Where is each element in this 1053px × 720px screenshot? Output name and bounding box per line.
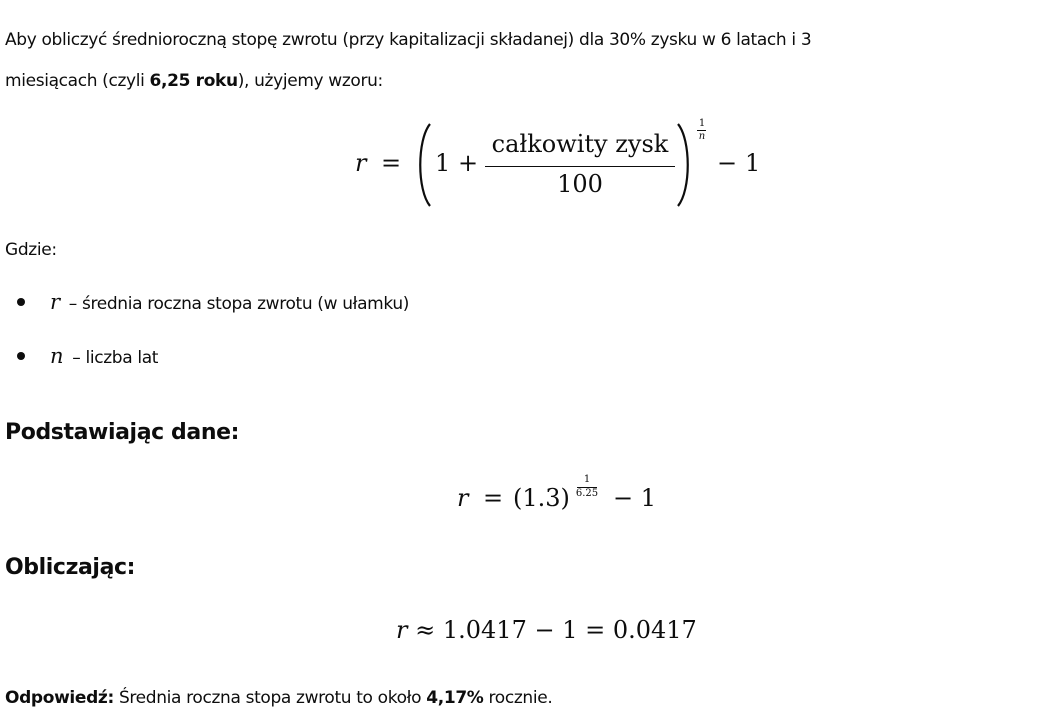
substituted-lhs: r (457, 484, 469, 512)
substituted-exp-den: 6.25 (575, 488, 599, 499)
formula-right-paren (675, 122, 695, 208)
formula-exp-den: n (698, 131, 706, 142)
substituted-exponent (573, 474, 601, 504)
substituted-equals: = (483, 484, 504, 512)
definition-symbol: n (50, 344, 64, 368)
formula-fraction (485, 118, 675, 208)
formula-exp-num: 1 (698, 118, 706, 129)
section-heading-substitution: Podstawiając dane: (5, 420, 240, 445)
list-item (5, 284, 409, 338)
formula-equals: = (381, 149, 402, 177)
formula-result (396, 616, 697, 644)
substituted-tail: − 1 (613, 484, 657, 512)
formula-tail-one: 1 (745, 149, 761, 177)
formula-denominator: 100 (557, 170, 603, 198)
substituted-base: (1.3) (513, 484, 570, 512)
result-lhs: r (396, 616, 408, 644)
where-text: Gdzie: (5, 240, 57, 260)
formula-one: 1 (435, 149, 451, 177)
definition-text: – średnia roczna stopa zwrotu (w ułamku) (63, 294, 410, 314)
answer-label: Odpowiedź: (5, 688, 114, 708)
intro-line-1 (5, 22, 811, 58)
formula-exponent (695, 118, 709, 148)
intro-text-2b: ), użyjemy wzoru: (237, 71, 383, 91)
intro-bold-duration: 6,25 roku (149, 71, 238, 91)
intro-text-2a: miesiącach (czyli (5, 71, 150, 91)
section-heading-calculation: Obliczając: (5, 555, 136, 580)
substituted-exp-num: 1 (583, 474, 591, 485)
bullet-icon (17, 298, 25, 306)
result-rest: ≈ 1.0417 − 1 = 0.0417 (415, 616, 697, 644)
answer-value: 4,17% (426, 688, 484, 708)
where-label (5, 232, 57, 268)
intro-line-2 (5, 63, 383, 99)
formula-left-paren (413, 122, 433, 208)
formula-minus: − (717, 149, 738, 177)
answer-text: Średnia roczna stopa zwrotu to około (113, 688, 427, 708)
formula-lhs: r (355, 149, 367, 177)
list-item (5, 338, 409, 392)
answer-line (5, 680, 552, 716)
definitions-list (5, 284, 409, 392)
formula-plus: + (458, 149, 479, 177)
formula-numerator: całkowity zysk (491, 130, 669, 158)
intro-text-1: Aby obliczyć średnioroczną stopę zwrotu (przy kapitalizacji składanej) dla 30% zysku w 6 latach i 3 (5, 30, 812, 50)
definition-text: – liczba lat (67, 348, 159, 368)
formula-fraction-bar (485, 166, 675, 167)
definition-symbol: r (50, 290, 60, 314)
bullet-icon (17, 352, 25, 360)
answer-text-end: rocznie. (483, 688, 553, 708)
